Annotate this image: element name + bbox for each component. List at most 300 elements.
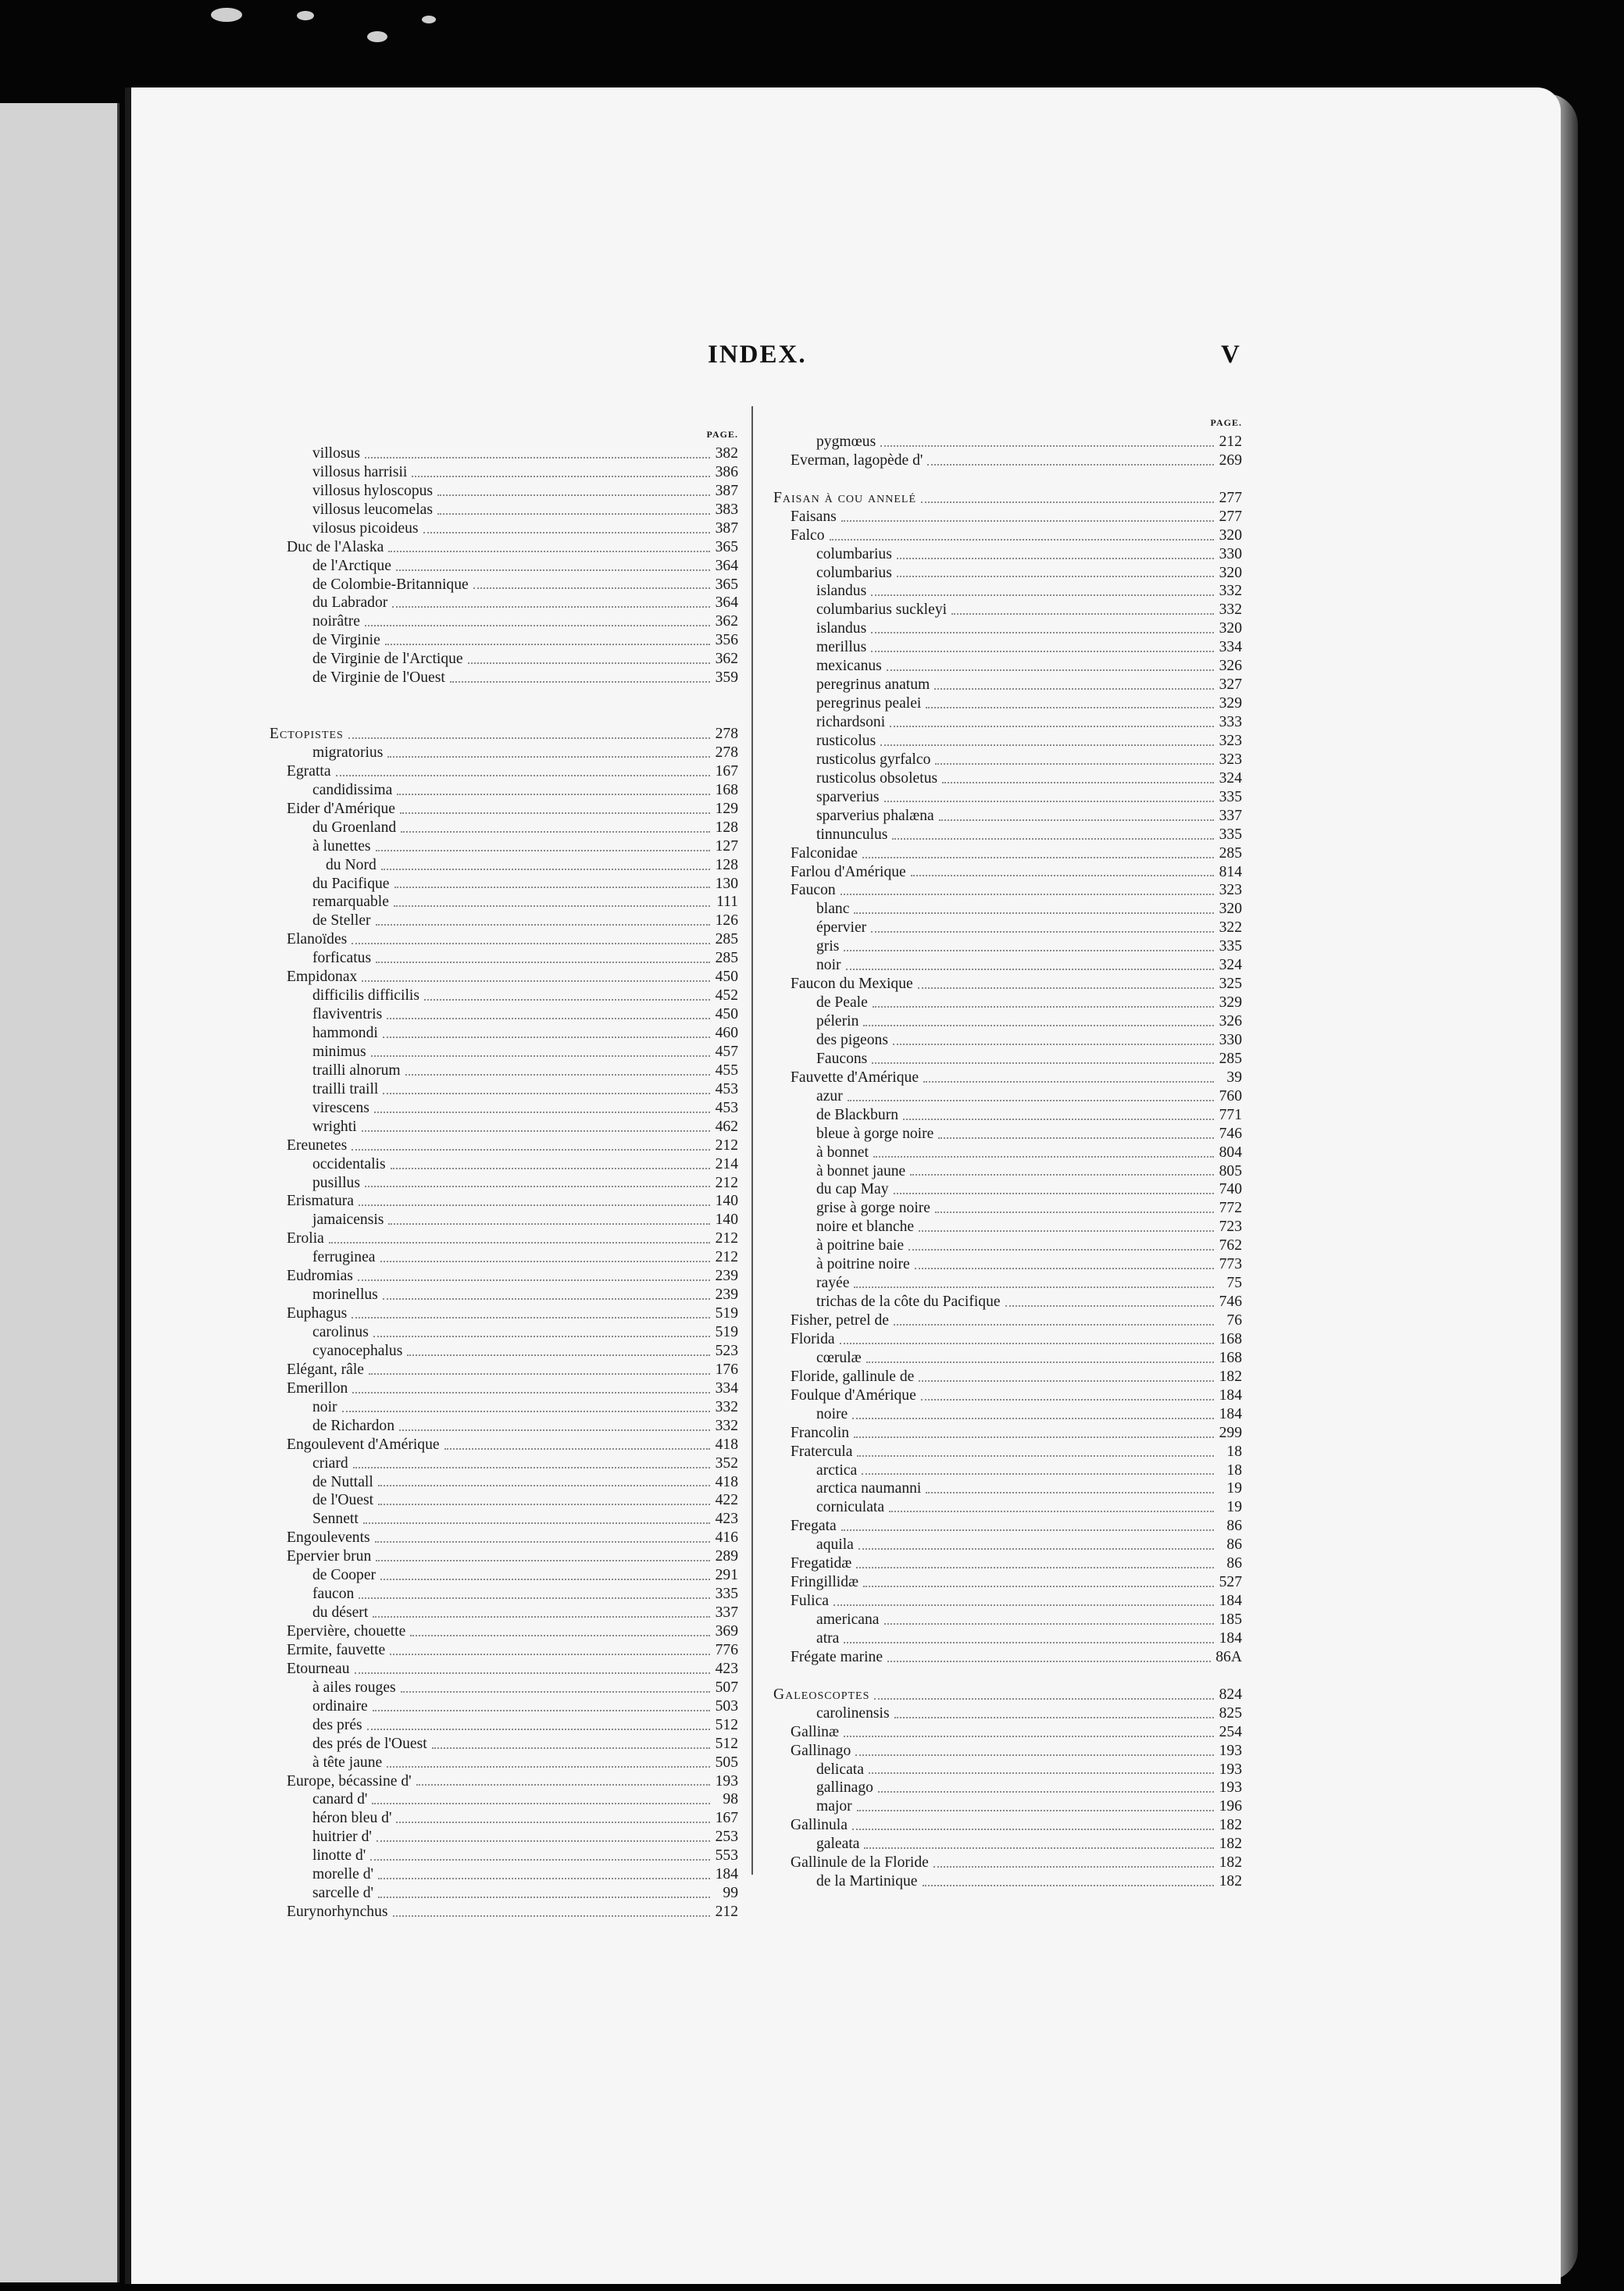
index-entry — [269, 706, 738, 725]
index-entry-name: Epervière, chouette — [287, 1623, 406, 1640]
index-entry-name: villosus — [312, 444, 360, 462]
index-entry-page: 825 — [1219, 1704, 1242, 1722]
dot-leader — [927, 451, 1214, 466]
index-entry-name: major — [816, 1798, 852, 1815]
dot-leader — [377, 1828, 710, 1842]
index-entry — [773, 975, 1242, 994]
index-entry — [269, 631, 738, 650]
index-entry-name: occidentalis — [312, 1155, 386, 1172]
index-entry-page: 329 — [1219, 994, 1242, 1012]
index-entry-page: 805 — [1219, 1162, 1242, 1179]
index-entry-name: Florida — [791, 1330, 835, 1347]
index-entry — [269, 1660, 738, 1679]
index-entry-name: faucon — [312, 1586, 355, 1603]
dot-leader — [373, 1604, 710, 1618]
index-entry-page: 167 — [715, 762, 738, 780]
index-entry — [773, 1761, 1242, 1779]
dot-leader — [908, 1236, 1214, 1251]
index-entry-page: 337 — [715, 1604, 738, 1622]
dot-leader — [362, 968, 710, 982]
dot-leader — [376, 949, 710, 963]
index-entry-name: Engoulevent d'Amérique — [287, 1436, 440, 1453]
index-entry — [269, 557, 738, 576]
index-entry-name: difficilis difficilis — [312, 987, 419, 1005]
index-entry-name: épervier — [816, 919, 867, 937]
index-entry — [773, 1854, 1242, 1872]
index-entry-page: 182 — [1219, 1817, 1242, 1834]
index-entry — [269, 1510, 738, 1529]
index-entry-name: peregrinus pealei — [816, 695, 922, 712]
index-entry-name: richardsoni — [816, 714, 886, 730]
index-entry-name: Empidonax — [287, 969, 358, 986]
index-entry-page: 330 — [1219, 545, 1242, 562]
dot-leader — [392, 594, 710, 608]
index-entry-page: 324 — [1219, 769, 1242, 787]
dot-leader — [893, 1031, 1214, 1045]
index-entry — [269, 538, 738, 557]
dot-leader — [903, 1106, 1214, 1120]
page-column-header: PAGE. — [1210, 417, 1242, 428]
dot-leader — [841, 1517, 1214, 1531]
dot-leader — [862, 1461, 1214, 1476]
dot-leader — [400, 800, 710, 814]
dot-leader — [348, 725, 710, 739]
dot-leader — [878, 1779, 1214, 1793]
index-entry-page: 422 — [715, 1492, 738, 1509]
index-entry-page: 196 — [1219, 1798, 1242, 1815]
index-entry-page: 452 — [715, 987, 738, 1005]
index-entry — [773, 451, 1242, 470]
index-entry-name: Faucons — [816, 1050, 868, 1067]
dot-leader — [365, 1174, 710, 1188]
index-entry-page: 86 — [1226, 1536, 1242, 1554]
index-entry-name: rayée — [816, 1275, 850, 1292]
dot-leader — [374, 1099, 710, 1113]
index-entry — [269, 1192, 738, 1211]
index-entry — [773, 937, 1242, 956]
dot-leader — [874, 1686, 1214, 1700]
index-entry-page: 418 — [715, 1473, 738, 1490]
index-entry-page: 193 — [1219, 1761, 1242, 1778]
index-entry — [269, 1754, 738, 1772]
film-speck — [211, 8, 242, 22]
index-entry-name: Eurynorhynchus — [287, 1904, 388, 1921]
index-entry — [269, 1790, 738, 1809]
index-entry-page: 212 — [715, 1249, 738, 1266]
index-entry — [773, 713, 1242, 732]
dot-leader — [857, 1443, 1214, 1457]
index-entry-page: 762 — [1219, 1237, 1242, 1254]
index-entry-name: noir — [816, 957, 841, 974]
index-entry — [773, 1686, 1242, 1704]
index-entry-page: 285 — [1219, 844, 1242, 862]
index-entry-name: villosus harrisii — [312, 463, 408, 480]
index-entry-page: 212 — [715, 1904, 738, 1921]
index-entry-page: 185 — [1219, 1611, 1242, 1628]
index-entries-right — [773, 433, 1242, 1891]
dot-leader — [432, 1735, 710, 1749]
index-entry-page: 332 — [715, 1398, 738, 1415]
index-entry — [269, 1847, 738, 1865]
index-entry-name: jamaicensis — [312, 1212, 384, 1229]
index-entry-page: 320 — [1219, 620, 1242, 637]
dot-leader — [854, 1274, 1214, 1288]
index-entry — [269, 1267, 738, 1286]
index-entry — [269, 1379, 738, 1398]
dot-leader — [871, 619, 1214, 633]
index-entry-name: Gallinula — [791, 1817, 848, 1834]
index-entry-name: canard d' — [312, 1791, 368, 1808]
index-entry — [269, 837, 738, 856]
dot-leader — [939, 807, 1214, 821]
index-entry-page: 182 — [1219, 1854, 1242, 1872]
index-entry-page: 334 — [1219, 639, 1242, 656]
index-entry-name: rusticolus obsoletus — [816, 769, 938, 787]
index-entry — [773, 470, 1242, 489]
index-entry-name: hammondi — [312, 1025, 378, 1041]
index-entry — [773, 1255, 1242, 1274]
dot-leader — [863, 1012, 1214, 1026]
index-entry-name: gallinago — [816, 1779, 873, 1797]
dot-leader — [910, 1162, 1214, 1176]
dot-leader — [935, 1199, 1214, 1213]
index-entry-page: 212 — [715, 1174, 738, 1191]
dot-leader — [373, 1323, 710, 1337]
index-entry — [269, 1809, 738, 1828]
index-entry — [773, 1872, 1242, 1891]
index-entry-page: 214 — [715, 1155, 738, 1172]
index-entry-name: noirâtre — [312, 613, 360, 630]
index-entry — [269, 1679, 738, 1697]
index-entry — [773, 1835, 1242, 1854]
dot-leader — [887, 1648, 1211, 1662]
dot-leader — [841, 508, 1214, 522]
index-entry-page: 450 — [715, 969, 738, 986]
index-entry-page: 772 — [1219, 1200, 1242, 1217]
index-entry-page: 19 — [1226, 1499, 1242, 1516]
index-entry-name: arctica naumanni — [816, 1480, 922, 1497]
index-entry — [773, 1236, 1242, 1255]
index-entry-name: des pigeons — [816, 1031, 888, 1048]
dot-leader — [887, 657, 1214, 671]
index-entry — [269, 1903, 738, 1922]
index-entry-name: à ailes rouges — [312, 1679, 396, 1696]
index-entry-name: noire et blanche — [816, 1219, 915, 1236]
index-entry-page: 460 — [715, 1025, 738, 1041]
index-entry — [269, 1697, 738, 1716]
index-entry — [773, 1405, 1242, 1424]
index-entry-page: 128 — [715, 819, 738, 836]
index-entry-name: Faucon du Mexique — [791, 976, 913, 993]
index-entry-name: Sennett — [312, 1511, 359, 1528]
index-entry-page: 212 — [715, 1230, 738, 1247]
index-entry — [773, 1498, 1242, 1517]
index-entry-page: 129 — [715, 800, 738, 817]
dot-leader — [385, 631, 710, 645]
index-entry-name: delicata — [816, 1761, 864, 1778]
index-entry-name: Engoulevents — [287, 1529, 370, 1547]
index-entry-page: 334 — [715, 1379, 738, 1397]
index-entry — [269, 1361, 738, 1379]
index-entry-name: rusticolus — [816, 732, 876, 749]
index-entry-page: 364 — [715, 594, 738, 612]
index-entry-name: virescens — [312, 1099, 369, 1116]
index-entry — [773, 1368, 1242, 1386]
index-entry — [773, 1218, 1242, 1236]
index-entry-name: minimus — [312, 1043, 366, 1060]
dot-leader — [399, 1417, 710, 1431]
dot-leader — [880, 732, 1214, 746]
dot-leader — [840, 1330, 1214, 1344]
index-entry — [773, 900, 1242, 919]
index-entry-page: 299 — [1219, 1424, 1242, 1441]
dot-leader — [889, 1498, 1214, 1512]
index-entry — [269, 762, 738, 781]
index-entry-page: 140 — [715, 1212, 738, 1229]
index-entry-name: corniculata — [816, 1499, 885, 1516]
dot-leader — [383, 1286, 710, 1300]
dot-leader — [378, 1473, 710, 1487]
index-entry — [269, 687, 738, 706]
dot-leader — [919, 1218, 1214, 1232]
index-entry — [269, 1604, 738, 1622]
dot-leader — [854, 900, 1214, 914]
index-entry-name: Floride, gallinule de — [791, 1368, 915, 1385]
dot-leader — [329, 1229, 710, 1244]
index-entry-page: 519 — [715, 1305, 738, 1322]
index-entry — [269, 893, 738, 912]
index-entry-page: 239 — [715, 1286, 738, 1304]
index-entry-page: 332 — [715, 1417, 738, 1434]
index-entry — [269, 875, 738, 894]
index-entry-page: 333 — [1219, 714, 1242, 730]
index-entry-page: 285 — [1219, 1050, 1242, 1067]
index-entry-page: 285 — [715, 950, 738, 967]
index-entry — [269, 1735, 738, 1754]
index-entry — [269, 819, 738, 837]
dot-leader — [892, 826, 1214, 840]
index-entry-name: ferruginea — [312, 1249, 376, 1266]
index-entry-name: Foulque d'Amérique — [791, 1386, 916, 1404]
dot-leader — [424, 987, 710, 1001]
index-entry-name: carolinensis — [816, 1704, 890, 1722]
dot-leader — [444, 1436, 710, 1450]
index-entry — [773, 1479, 1242, 1498]
dot-leader — [918, 975, 1214, 989]
index-entry — [269, 1062, 738, 1080]
index-entry-page: 168 — [1219, 1330, 1242, 1347]
index-entry-page: 760 — [1219, 1087, 1242, 1104]
index-entry-page: 335 — [1219, 938, 1242, 955]
index-entry — [269, 463, 738, 482]
dot-leader — [394, 875, 711, 889]
dot-leader — [871, 638, 1214, 652]
index-entry — [773, 826, 1242, 844]
index-entry-name: Elégant, râle — [287, 1361, 365, 1378]
index-entry — [773, 751, 1242, 769]
index-entry — [269, 1716, 738, 1735]
index-entry — [773, 1629, 1242, 1648]
index-entry-name: sarcelle d' — [312, 1885, 374, 1902]
index-entry-name: migratorius — [312, 744, 384, 761]
dot-leader — [858, 1536, 1214, 1550]
index-entry — [269, 1529, 738, 1547]
index-entry-page: 19 — [1226, 1480, 1242, 1497]
index-entry-page: 335 — [715, 1586, 738, 1603]
index-entry-page: 804 — [1219, 1144, 1242, 1161]
dot-leader — [864, 1835, 1214, 1849]
index-entry-name: blanc — [816, 901, 850, 918]
index-entry-page: 356 — [715, 632, 738, 649]
index-entry-name: Etourneau — [287, 1660, 350, 1677]
index-entry-name: forficatus — [312, 950, 372, 967]
index-entry-name: à poitrine noire — [816, 1256, 910, 1273]
index-entry — [269, 968, 738, 987]
index-entry-page: 329 — [1219, 695, 1242, 712]
dot-leader — [396, 557, 710, 571]
index-entry — [269, 856, 738, 875]
index-entry-page: 239 — [715, 1268, 738, 1285]
index-entry — [773, 619, 1242, 638]
dot-leader — [387, 744, 710, 758]
index-entry-name: islandus — [816, 583, 867, 600]
dot-leader — [353, 1454, 710, 1468]
index-entry — [773, 1611, 1242, 1629]
dot-leader — [894, 1180, 1215, 1194]
index-entry-name: héron bleu d' — [312, 1810, 392, 1827]
index-entry — [269, 1772, 738, 1791]
index-entry-name: trichas de la côte du Pacifique — [816, 1294, 1001, 1311]
index-entry-page: 553 — [715, 1847, 738, 1865]
index-entry — [773, 1031, 1242, 1050]
index-entry — [773, 1648, 1242, 1667]
dot-leader — [407, 1342, 710, 1356]
index-entry-page: 18 — [1226, 1461, 1242, 1479]
index-entry-page: 128 — [715, 856, 738, 873]
index-entry-page: 253 — [715, 1829, 738, 1846]
index-entry-name: Duc de l'Alaska — [287, 538, 384, 555]
index-entry-page: 278 — [715, 726, 738, 742]
dot-leader — [911, 863, 1214, 877]
dot-leader — [852, 1405, 1214, 1419]
dot-leader — [342, 1398, 710, 1412]
index-entry — [773, 433, 1242, 451]
index-entry-name: candidissima — [312, 781, 393, 798]
index-entry — [773, 1554, 1242, 1573]
index-entry-name: aquila — [816, 1536, 854, 1554]
index-entry — [269, 1417, 738, 1436]
index-entry — [773, 1349, 1242, 1368]
dot-leader — [381, 856, 710, 870]
index-entry — [773, 1723, 1242, 1742]
index-entry-page: 386 — [715, 463, 738, 480]
index-entry-page: 740 — [1219, 1181, 1242, 1198]
index-entry — [269, 1398, 738, 1417]
dot-leader — [923, 1069, 1214, 1083]
left-page-edge — [0, 103, 120, 2282]
index-entry-name: pusillus — [312, 1174, 360, 1191]
index-entry-name: Fregatidæ — [791, 1555, 852, 1572]
index-entry-page: 503 — [715, 1697, 738, 1715]
dot-leader — [359, 1585, 710, 1599]
page-number: V — [1221, 341, 1240, 369]
dot-leader — [437, 482, 710, 496]
dot-leader — [844, 1723, 1214, 1737]
index-entry-name: trailli alnorum — [312, 1062, 401, 1079]
index-entry-name: Falco — [791, 526, 825, 544]
index-entry-name: Epervier brun — [287, 1548, 372, 1565]
index-entry-page: 359 — [715, 669, 738, 687]
index-entry-name: du Groenland — [312, 819, 397, 836]
index-entry-name: vilosus picoideus — [312, 519, 419, 537]
index-entry-page: 462 — [715, 1118, 738, 1135]
index-entry-name: du Labrador — [312, 594, 388, 612]
dot-leader — [401, 819, 710, 833]
index-entry-page: 771 — [1219, 1106, 1242, 1123]
index-entry — [773, 1199, 1242, 1218]
index-entry-page: 127 — [715, 837, 738, 855]
index-entry-name: sparverius phalæna — [816, 807, 934, 824]
index-entry-page: 505 — [715, 1754, 738, 1771]
index-entry-page: 75 — [1226, 1275, 1242, 1292]
index-entry — [773, 1386, 1242, 1405]
dot-leader — [844, 937, 1214, 951]
dot-leader — [884, 1611, 1215, 1625]
index-entry-page: 269 — [1219, 451, 1242, 469]
index-entry-page: 523 — [715, 1342, 738, 1359]
index-entry — [269, 650, 738, 669]
index-entry-name: du désert — [312, 1604, 369, 1622]
index-entry-page: 126 — [715, 912, 738, 930]
index-entry-name: Gallinago — [791, 1742, 851, 1759]
index-entry-name: Francolin — [791, 1424, 850, 1441]
index-entry-name: Fregata — [791, 1518, 837, 1535]
index-entry-name: de Virginie de l'Ouest — [312, 669, 445, 687]
index-entry-page: 168 — [715, 781, 738, 798]
index-entry — [269, 1174, 738, 1193]
dot-leader — [852, 1816, 1214, 1830]
index-entry-name: de Steller — [312, 912, 371, 930]
index-entry — [269, 669, 738, 687]
index-entry-page: 776 — [715, 1641, 738, 1658]
index-entry-name: columbarius suckleyi — [816, 601, 948, 619]
index-entry — [269, 987, 738, 1005]
dot-leader — [873, 1144, 1214, 1158]
index-entry-page: 212 — [715, 1137, 738, 1154]
index-entry — [773, 1180, 1242, 1199]
index-entry-name: noir — [312, 1398, 337, 1415]
dot-leader — [871, 919, 1214, 933]
index-entry-name: de Blackburn — [816, 1106, 899, 1123]
index-entry-page: 369 — [715, 1623, 738, 1640]
dot-leader — [866, 1349, 1214, 1363]
dot-leader — [890, 713, 1214, 727]
index-entry — [269, 482, 738, 501]
index-entry-page: 289 — [715, 1548, 738, 1565]
index-entry — [773, 1779, 1242, 1797]
dot-leader — [869, 1761, 1214, 1775]
index-entry — [773, 1311, 1242, 1330]
dot-leader — [921, 1386, 1214, 1401]
index-entry — [269, 1454, 738, 1473]
index-entry-page: 365 — [715, 576, 738, 593]
index-entry-page: 512 — [715, 1716, 738, 1733]
index-entry — [269, 1248, 738, 1267]
index-entry-page: 320 — [1219, 564, 1242, 581]
index-entry-page: 320 — [1219, 901, 1242, 918]
dot-leader — [833, 1592, 1214, 1606]
dot-leader — [358, 1267, 710, 1281]
